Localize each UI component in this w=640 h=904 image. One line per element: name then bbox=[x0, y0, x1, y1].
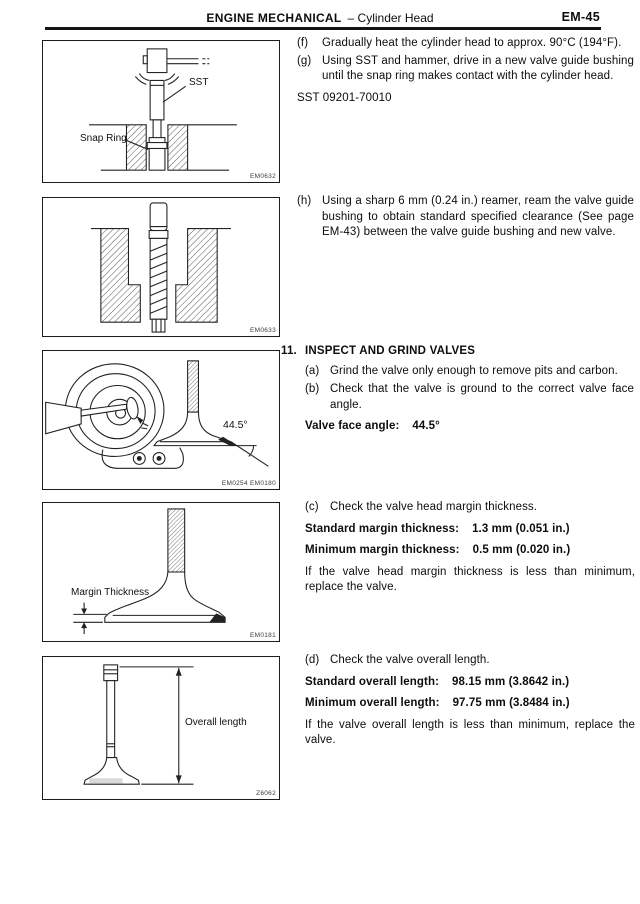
step-text: Using SST and hammer, drive in a new valve guide bushing until the snap ring makes contact with the cylinder head. bbox=[322, 54, 634, 82]
step-marker: (a) bbox=[305, 364, 320, 377]
step-marker: (b) bbox=[305, 383, 320, 395]
reamer-illustration bbox=[43, 198, 279, 336]
step-f bbox=[297, 36, 634, 52]
section-11-heading bbox=[281, 344, 634, 360]
header-section-title: ENGINE MECHANICAL bbox=[206, 11, 342, 25]
spec-margin-standard bbox=[305, 522, 635, 538]
step-marker: (h) bbox=[297, 195, 312, 207]
spec-label: Standard overall length: bbox=[305, 675, 440, 688]
step-marker: (g) bbox=[297, 54, 312, 67]
header-rule bbox=[45, 27, 601, 30]
figure-code: Z6062 bbox=[256, 790, 276, 797]
figure-code: EM0632 bbox=[249, 173, 276, 180]
figure-valve-guide-install bbox=[42, 40, 280, 183]
figure-reamer bbox=[42, 197, 280, 337]
text-block-d bbox=[305, 653, 635, 749]
spec-value: 98.15 mm (3.8642 in.) bbox=[452, 675, 570, 688]
header-section-subtitle: – Cylinder Head bbox=[347, 11, 434, 25]
step-marker: (d) bbox=[305, 654, 320, 666]
page-header bbox=[0, 11, 640, 25]
step-text: Gradually heat the cylinder head to approx. 90°C (194°F). bbox=[322, 37, 622, 49]
step-b bbox=[305, 382, 634, 413]
margin-thickness-label: Margin Thickness bbox=[71, 587, 150, 598]
face-angle-label: 44.5° bbox=[223, 419, 248, 431]
figure-code: EM0254 EM0180 bbox=[221, 480, 276, 487]
step-text: Grind the valve only enough to remove pits and carbon. bbox=[330, 364, 618, 377]
step-a bbox=[305, 364, 634, 380]
spec-value: 97.75 mm (3.8484 in.) bbox=[452, 697, 570, 709]
step-h bbox=[297, 194, 634, 241]
sst-part-number: SST 09201-70010 bbox=[297, 91, 392, 104]
text-block-c bbox=[305, 500, 635, 596]
overall-note: If the valve overall length is less than minimum, replace the valve. bbox=[305, 718, 635, 746]
figure-margin-thickness bbox=[42, 502, 280, 642]
spec-overall-minimum bbox=[305, 696, 635, 712]
valve-length-illustration bbox=[43, 657, 279, 799]
step-g bbox=[297, 54, 634, 85]
step-d bbox=[305, 653, 635, 669]
figure-code: EM0633 bbox=[249, 327, 276, 334]
spec-label: Minimum margin thickness: bbox=[305, 544, 460, 556]
spec-margin-minimum bbox=[305, 543, 635, 559]
spec-label: Standard margin thickness: bbox=[305, 522, 460, 535]
step-marker: (c) bbox=[305, 501, 319, 513]
section-11-body bbox=[305, 364, 634, 435]
snap-ring-label: Snap Ring bbox=[80, 133, 127, 144]
spec-value: 1.3 mm (0.051 in.) bbox=[472, 522, 570, 535]
figure-code: EM0181 bbox=[249, 632, 276, 639]
text-block-fg bbox=[297, 36, 634, 106]
spec-label: Valve face angle: bbox=[305, 420, 400, 432]
step-text: Check the valve overall length. bbox=[330, 654, 490, 666]
text-block-11 bbox=[281, 344, 634, 435]
step-c bbox=[305, 500, 635, 516]
text-block-h bbox=[297, 194, 634, 243]
spec-value: 0.5 mm (0.020 in.) bbox=[472, 544, 571, 556]
spec-value: 44.5° bbox=[412, 420, 440, 432]
step-text: Check the valve head margin thickness. bbox=[330, 501, 538, 513]
sst-label: SST bbox=[189, 77, 209, 88]
valve-guide-install-illustration bbox=[43, 41, 279, 182]
header-page-number: EM-45 bbox=[561, 10, 600, 24]
spec-face-angle bbox=[305, 419, 634, 435]
figure-grind-valve bbox=[42, 350, 280, 490]
step-text: Using a sharp 6 mm (0.24 in.) reamer, ream the valve guide bushing to obtain standard specified clearance (See page EM-43) between the valve guide bushing and new valve. bbox=[322, 195, 634, 238]
section-title: INSPECT AND GRIND VALVES bbox=[305, 345, 476, 357]
figure-overall-length bbox=[42, 656, 280, 800]
spec-label: Minimum overall length: bbox=[305, 697, 440, 709]
section-number: 11. bbox=[281, 345, 297, 357]
margin-note: If the valve head margin thickness is less than minimum, replace the valve. bbox=[305, 565, 635, 593]
step-text: Check that the valve is ground to the correct valve face angle. bbox=[330, 383, 634, 411]
overall-length-label: Overall length bbox=[185, 717, 247, 728]
step-marker: (f) bbox=[297, 37, 309, 49]
valve-margin-illustration bbox=[43, 503, 279, 641]
spec-overall-standard bbox=[305, 675, 635, 691]
